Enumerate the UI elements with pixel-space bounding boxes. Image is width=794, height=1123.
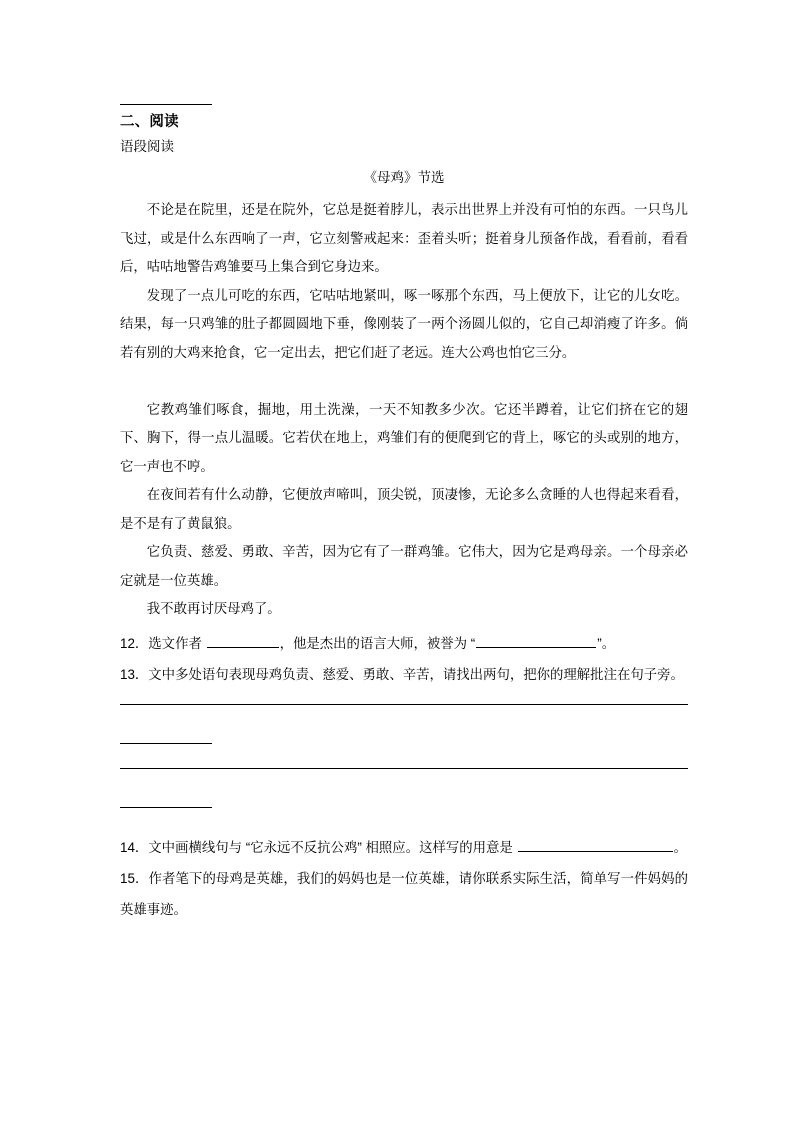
question-12-text-part-2: ，他是杰出的语言大师，被誉为 “ [279,635,476,651]
answer-lines-question-13 [120,704,688,808]
question-13 [120,659,688,690]
paragraph-spacer [120,367,688,396]
passage-paragraph-4: 在夜间若有什么动静，它便放声啼叫，顶尖锐，顶凄惨，无论多么贪睡的人也得起来看看，是不是有了黄鼠狼。 [120,487,688,531]
answer-rule-full-2[interactable] [120,768,688,769]
question-14-text-part-2: 。 [673,839,687,855]
answer-rule-short-1[interactable] [120,743,212,744]
question-12-blank-1[interactable] [207,634,279,648]
answer-rule-full-1[interactable] [120,704,688,705]
document-content [120,104,688,925]
question-12 [120,628,688,659]
passage-paragraph-3: 它教鸡雏们啄食，掘地，用土洗澡，一天不知教多少次。它还半蹲着，让它们挤在它的翅下、胸下，得一点儿温暖。它若伏在地上，鸡雏们有的便爬到它的背上，啄它的头或别的地方，它一声也不哼。 [120,401,688,474]
passage-paragraph-5: 它负责、慈爱、勇敢、辛苦，因为它有了一群鸡雏。它伟大，因为它是鸡母亲。一个母亲必定就是一位英雄。 [120,544,688,588]
passage-paragraph-2: 发现了一点儿可吃的东西，它咕咕地紧叫，啄一啄那个东西，马上便放下，让它的儿女吃。结果，每一只鸡雏的肚子都圆圆地下垂，像刚装了一两个汤圆儿似的，它自己却消瘦了许多。倘若有别的大鸡来抢食，它一定出去，把它们赶了老远。连大公鸡也怕它三分。 [120,287,688,360]
sub-heading: 语段阅读 [120,139,174,154]
question-12-number: 12． [120,635,149,651]
question-12-text-part-1: 选文作者 [148,635,206,651]
question-15 [120,863,688,925]
question-14-number: 14． [120,839,149,855]
question-12-text-part-3: ”。 [597,635,616,651]
answer-rule-short-2[interactable] [120,807,212,808]
passage-paragraph-1: 不论是在院里，还是在院外，它总是挺着脖儿，表示出世界上并没有可怕的东西。一只鸟儿飞过，或是什么东西响了一声，它立刻警戒起来：歪着头听；挺着身儿预备作战，看看前，看看后，咕咕地警告鸡雏要马上集合到它身边来。 [120,202,688,274]
question-14-text-part-1: 文中画横线句与 “它永远不反抗公鸡” 相照应。这样写的用意是 [148,839,517,855]
question-14 [120,832,688,863]
question-12-blank-2[interactable] [476,634,596,648]
question-14-blank-1[interactable] [518,838,673,852]
passage-paragraph-6: 我不敢再讨厌母鸡了。 [146,601,281,616]
page-title: 《母鸡》节选 [363,170,445,185]
section-heading: 二、阅读 [120,114,179,130]
question-15-number: 15． [120,870,149,886]
question-13-number: 13． [120,666,149,682]
section-top-rule [120,104,212,105]
question-13-text: 文中多处语句表现母鸡负责、慈爱、勇敢、辛苦，请找出两句，把你的理解批注在句子旁。 [148,666,684,682]
question-15-text: 作者笔下的母鸡是英雄，我们的妈妈也是一位英雄，请你联系实际生活，简单写一件妈妈的英雄事迹。 [120,870,688,917]
